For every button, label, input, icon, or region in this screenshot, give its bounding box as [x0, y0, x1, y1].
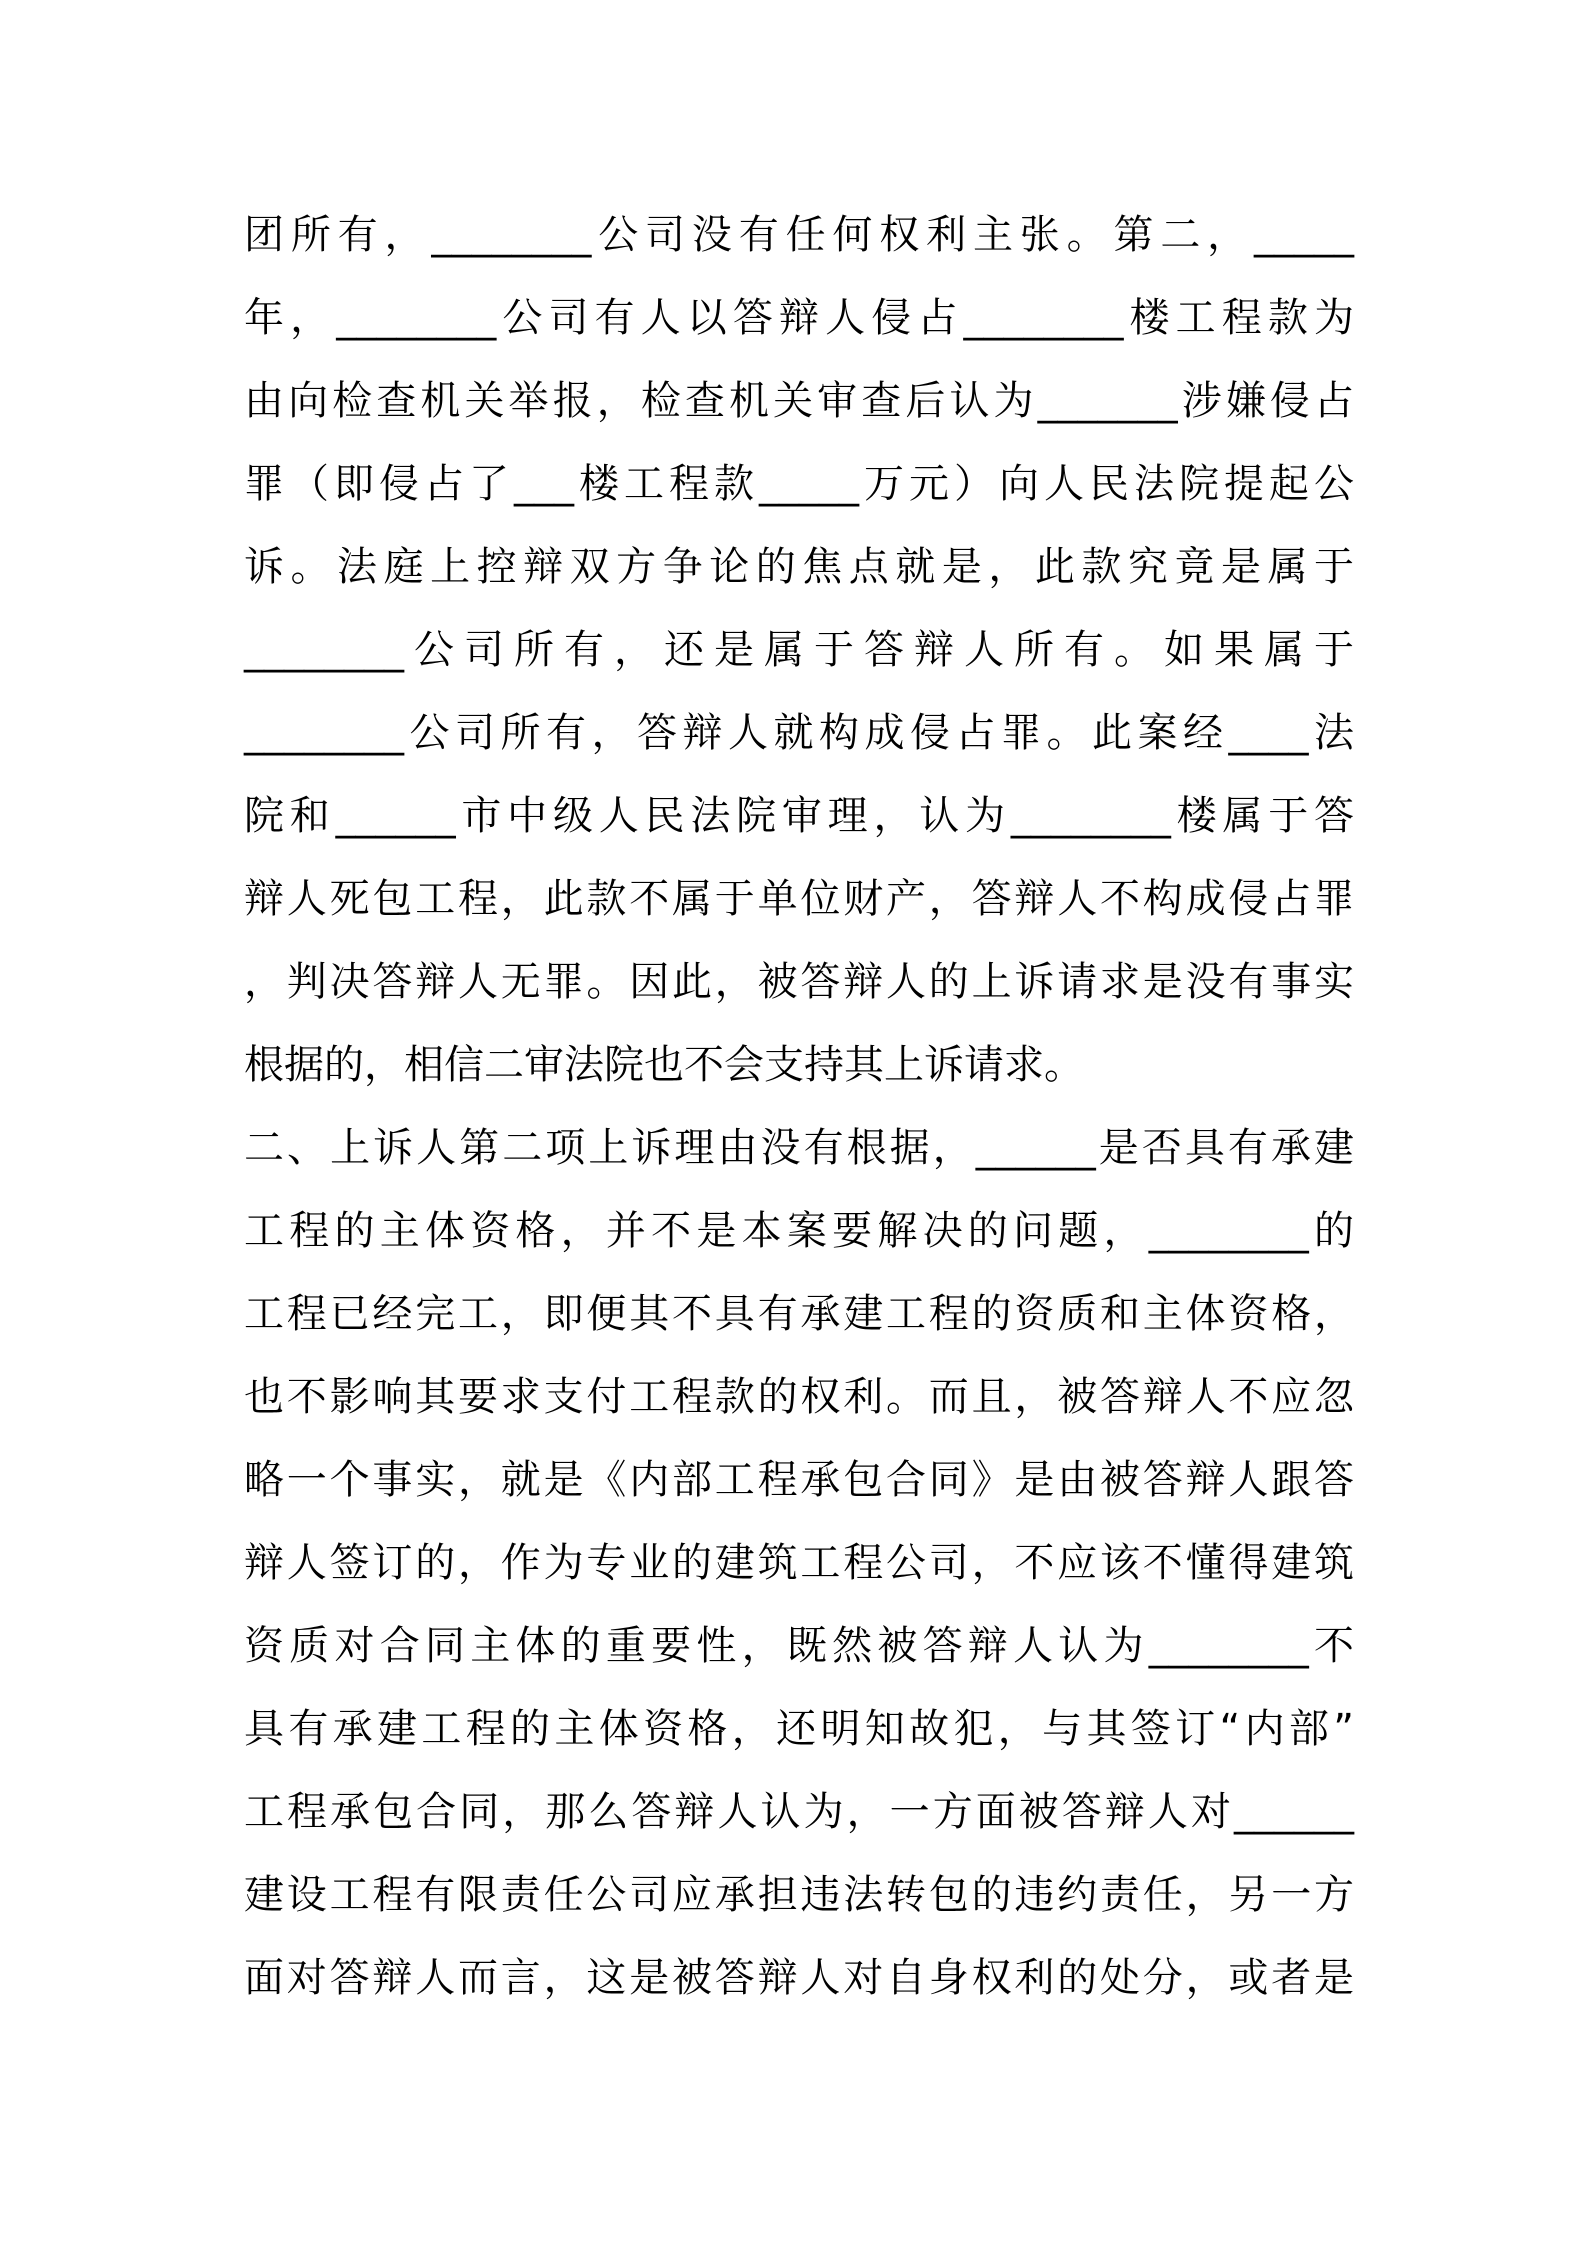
- text-line: ________公司所有，答辩人就构成侵占罪。此案经____法: [244, 710, 1354, 756]
- text-line: 工程承包合同，那么答辩人认为，一方面被答辩人对______: [244, 1789, 1354, 1835]
- text-line: ________公司所有，还是属于答辩人所有。如果属于: [244, 627, 1354, 673]
- text-line: 也不影响其要求支付工程款的权利。而且，被答辩人不应忽: [244, 1374, 1354, 1420]
- text-line: 院和______市中级人民法院审理，认为________楼属于答: [244, 793, 1354, 839]
- text-line: 二、上诉人第二项上诉理由没有根据，______是否具有承建: [244, 1125, 1354, 1171]
- text-line: 略一个事实，就是《内部工程承包合同》是由被答辩人跟答: [244, 1457, 1354, 1503]
- text-line: 由向检查机关举报，检查机关审查后认为_______涉嫌侵占: [244, 378, 1354, 424]
- document-body: [244, 204, 1354, 2030]
- text-line: 根据的，相信二审法院也不会支持其上诉请求。: [244, 1042, 1084, 1088]
- text-line: 工程已经完工，即便其不具有承建工程的资质和主体资格，: [244, 1291, 1354, 1337]
- text-line: ，判决答辩人无罪。因此，被答辩人的上诉请求是没有事实: [244, 959, 1354, 1005]
- text-line: 辩人死包工程，此款不属于单位财产，答辩人不构成侵占罪: [244, 876, 1354, 922]
- text-line: 辩人签订的，作为专业的建筑工程公司，不应该不懂得建筑: [244, 1540, 1354, 1586]
- text-line: 建设工程有限责任公司应承担违法转包的违约责任，另一方: [244, 1872, 1354, 1918]
- text-line: 具有承建工程的主体资格，还明知故犯，与其签订“内部”: [244, 1706, 1354, 1752]
- text-line: 诉。法庭上控辩双方争论的焦点就是，此款究竟是属于: [244, 544, 1354, 590]
- text-line: 年，________公司有人以答辩人侵占________楼工程款为: [244, 295, 1354, 341]
- text-line: 面对答辩人而言，这是被答辩人对自身权利的处分，或者是: [244, 1955, 1354, 2001]
- text-line: 罪（即侵占了___楼工程款_____万元）向人民法院提起公: [244, 461, 1354, 507]
- text-line: 工程的主体资格，并不是本案要解决的问题，________的: [244, 1208, 1354, 1254]
- text-line: 资质对合同主体的重要性，既然被答辩人认为________不: [244, 1623, 1354, 1669]
- text-line: 团所有，________公司没有任何权利主张。第二，_____: [244, 212, 1354, 258]
